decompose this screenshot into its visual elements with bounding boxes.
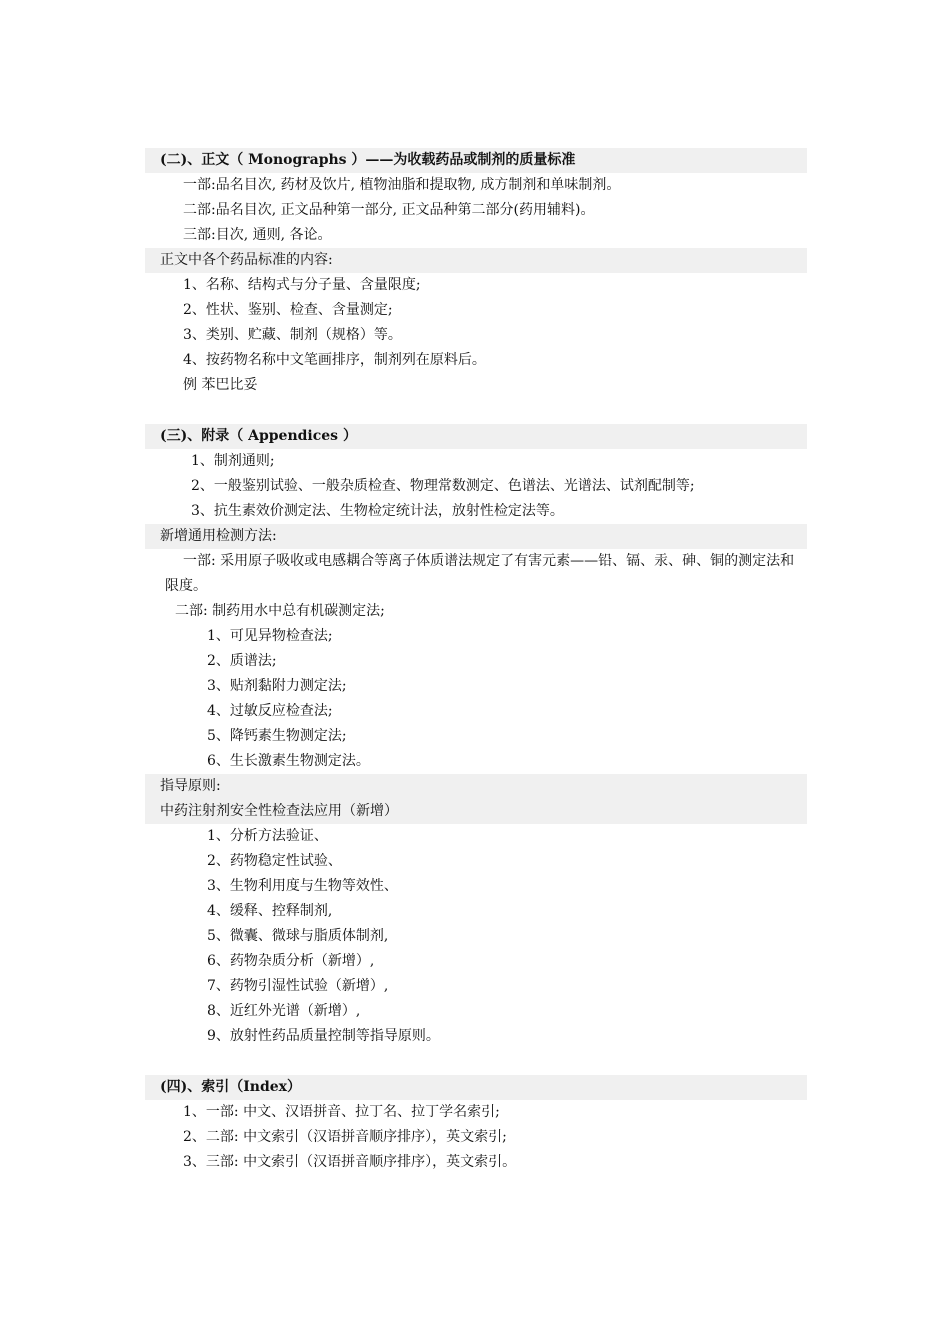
list-item: 9、放射性药品质量控制等指导原则。 [207, 1028, 440, 1044]
list-item: 3、生物利用度与生物等效性、 [207, 878, 398, 894]
list-item: 1、制剂通则; [191, 453, 275, 469]
part-1-paragraph: 一部: 采用原子吸收或电感耦合等离子体质谱法规定了有害元素——铅、镉、汞、砷、铜的测定法和限度。 [165, 553, 795, 594]
list-item: 6、生长激素生物测定法。 [207, 753, 370, 769]
list-item: 1、可见异物检查法; [207, 628, 333, 644]
guide-heading: 指导原则: [145, 774, 807, 799]
list-item: 2、性状、鉴别、检查、含量测定; [183, 302, 393, 318]
list-item: 8、近红外光谱（新增）, [207, 1003, 361, 1019]
part-3-line: 三部:目次, 通则, 各论。 [183, 227, 332, 243]
part-1-line: 一部:品名目次, 药材及饮片, 植物油脂和提取物, 成方制剂和单味制剂。 [183, 177, 621, 193]
list-item: 4、过敏反应检查法; [207, 703, 333, 719]
part-2-line: 二部: 制药用水中总有机碳测定法; [175, 603, 385, 619]
content-heading: 正文中各个药品标准的内容: [145, 248, 807, 273]
example-line: 例 苯巴比妥 [183, 377, 258, 393]
list-item: 6、药物杂质分析（新增）, [207, 953, 375, 969]
spacer [145, 1049, 807, 1075]
list-item: 2、二部: 中文索引（汉语拼音顺序排序），英文索引; [183, 1129, 507, 1145]
list-item: 2、药物稳定性试验、 [207, 853, 342, 869]
list-item: 2、一般鉴别试验、一般杂质检查、物理常数测定、色谱法、光谱法、试剂配制等; [191, 478, 695, 494]
list-item: 3、类别、贮藏、制剂（规格）等。 [183, 327, 402, 343]
section-heading-appendices: (三)、附录（ Appendices ） [145, 424, 807, 449]
document-page [145, 148, 807, 1175]
spacer [145, 398, 807, 424]
list-item: 1、一部: 中文、汉语拼音、拉丁名、拉丁学名索引; [183, 1104, 500, 1120]
list-item: 2、质谱法; [207, 653, 277, 669]
list-item: 7、药物引湿性试验（新增）, [207, 978, 389, 994]
list-item: 4、按药物名称中文笔画排序，制剂列在原料后。 [183, 352, 486, 368]
list-item: 1、分析方法验证、 [207, 828, 328, 844]
new-methods-heading: 新增通用检测方法: [145, 524, 807, 549]
list-item: 3、贴剂黏附力测定法; [207, 678, 347, 694]
section-heading-monographs: (二)、正文（ Monographs ）——为收载药品或制剂的质量标准 [145, 148, 807, 173]
guide-subheading: 中药注射剂安全性检查法应用（新增） [145, 799, 807, 824]
part-2-line: 二部:品名目次, 正文品种第一部分, 正文品种第二部分(药用辅料)。 [183, 202, 595, 218]
list-item: 5、降钙素生物测定法; [207, 728, 347, 744]
list-item: 1、名称、结构式与分子量、含量限度; [183, 277, 421, 293]
list-item: 3、抗生素效价测定法、生物检定统计法，放射性检定法等。 [191, 503, 564, 519]
section-heading-index: (四)、索引（Index） [145, 1075, 807, 1100]
list-item: 4、缓释、控释制剂, [207, 903, 333, 919]
list-item: 5、微囊、微球与脂质体制剂, [207, 928, 389, 944]
list-item: 3、三部: 中文索引（汉语拼音顺序排序），英文索引。 [183, 1154, 517, 1170]
